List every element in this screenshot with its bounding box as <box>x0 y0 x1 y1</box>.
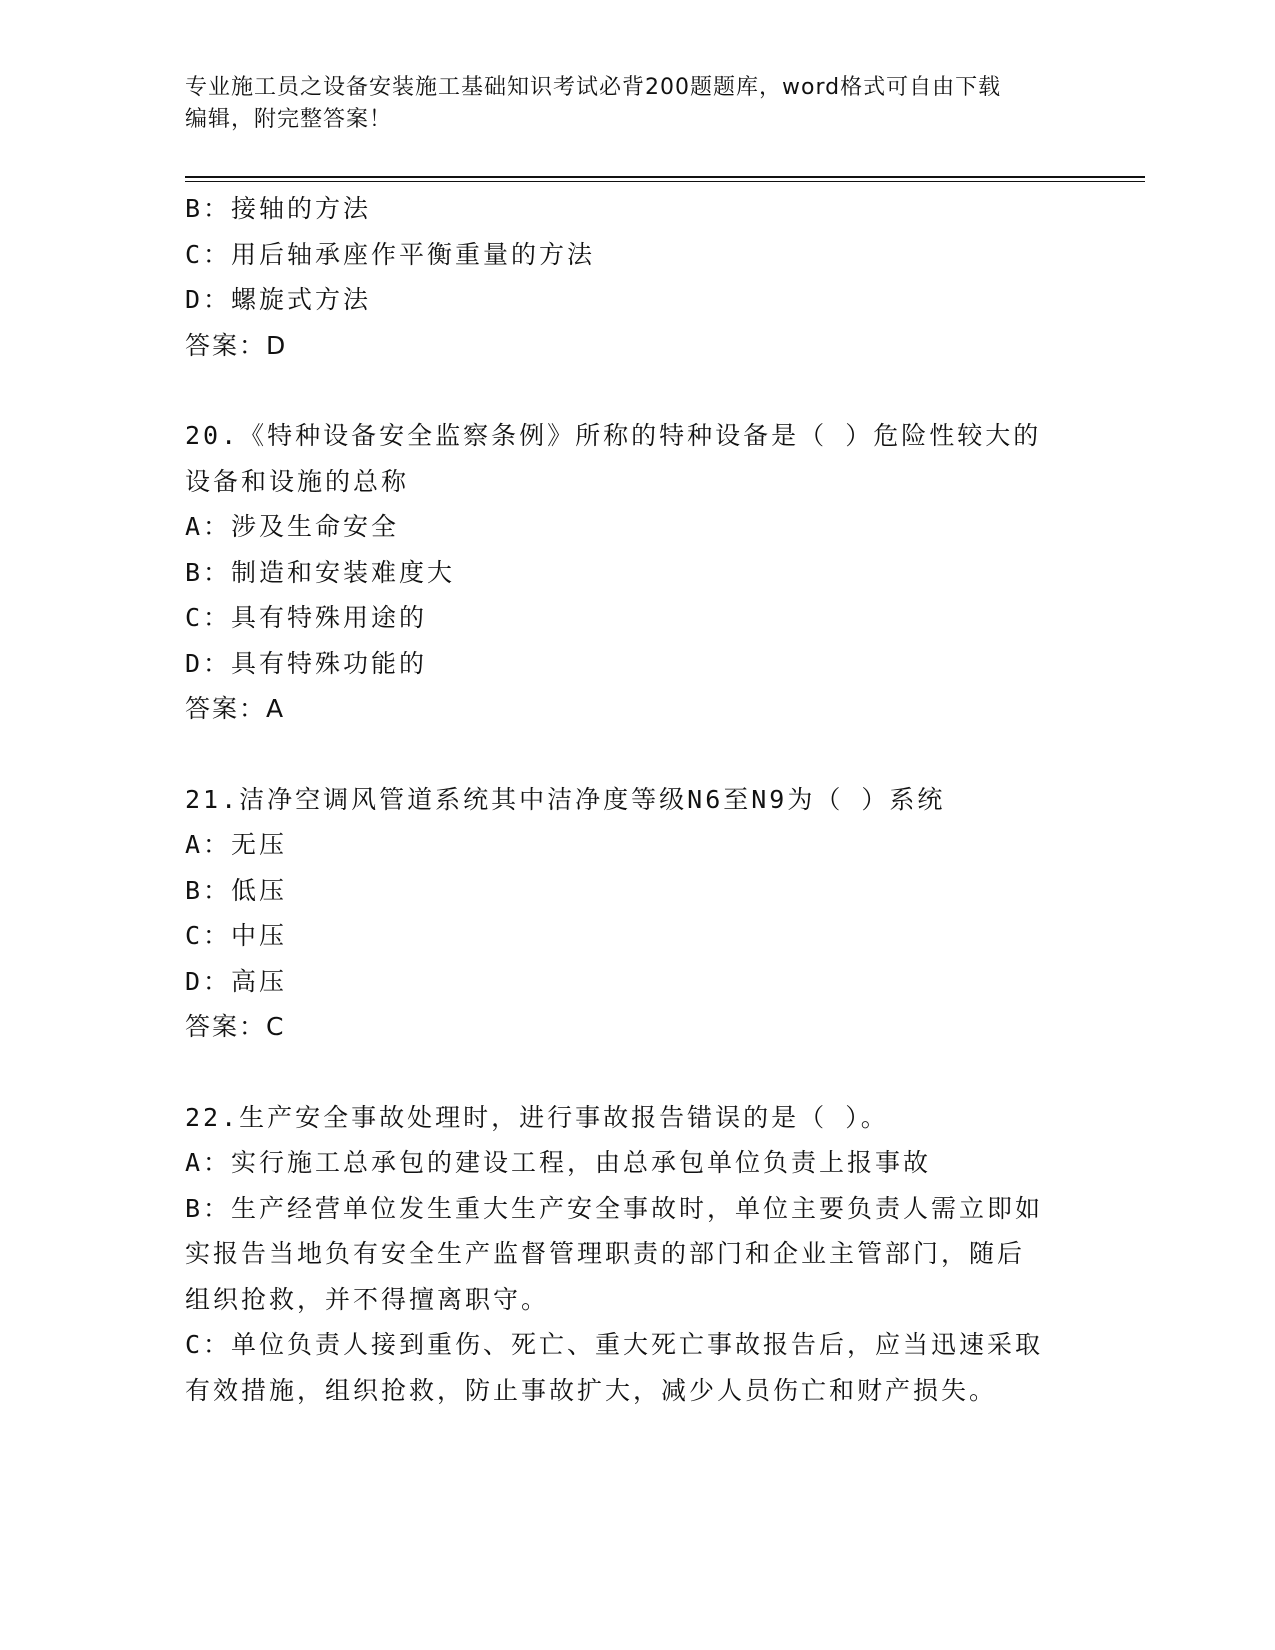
question-stem: 20.《特种设备安全监察条例》所称的特种设备是（ ）危险性较大的 <box>185 421 1042 450</box>
option-c: C：具有特殊用途的 <box>185 603 428 632</box>
question-20 <box>185 413 1085 732</box>
question-22 <box>185 1095 1085 1414</box>
answer: 答案：A <box>185 694 286 723</box>
option-c-continued: 有效措施，组织抢救，防止事故扩大，减少人员伤亡和财产损失。 <box>185 1375 998 1405</box>
question-list <box>185 186 1085 1413</box>
spacer <box>185 1050 1085 1095</box>
option-a: A：实行施工总承包的建设工程，由总承包单位负责上报事故 <box>185 1148 932 1177</box>
option-b: B：接轴的方法 <box>185 194 372 223</box>
answer: 答案：D <box>185 330 288 360</box>
option-d: D：具有特殊功能的 <box>185 648 428 678</box>
question-stem: 21.洁净空调风管道系统其中洁净度等级N6至N9为（ ）系统 <box>185 784 946 814</box>
spacer <box>185 732 1085 777</box>
option-c: C：中压 <box>185 921 288 950</box>
question-19-continued <box>185 186 1085 368</box>
question-21 <box>185 777 1085 1050</box>
option-b: B：生产经营单位发生重大生产安全事故时，单位主要负责人需立即如 <box>185 1193 1044 1223</box>
question-stem: 22.生产安全事故处理时，进行事故报告错误的是（ ）。 <box>185 1102 889 1132</box>
option-a: A：无压 <box>185 830 288 859</box>
option-b-continued: 实报告当地负有安全生产监督管理职责的部门和企业主管部门，随后 <box>185 1239 1026 1268</box>
header-rule-thin <box>185 181 1145 182</box>
header-rule-thick <box>185 176 1145 178</box>
question-stem-continued: 设备和设施的总称 <box>185 466 410 496</box>
option-b-continued: 组织抢救，并不得擅离职守。 <box>185 1284 550 1314</box>
header-title-line-1: 专业施工员之设备安装施工基础知识考试必背200题题库，word格式可自由下载 <box>185 75 1002 100</box>
option-c: C：用后轴承座作平衡重量的方法 <box>185 239 596 269</box>
spacer <box>185 368 1085 413</box>
header-title-line-2: 编辑，附完整答案！ <box>185 107 393 132</box>
option-a: A：涉及生命安全 <box>185 512 400 541</box>
option-b: B：制造和安装难度大 <box>185 557 456 587</box>
option-d: D：高压 <box>185 966 288 996</box>
answer: 答案：C <box>185 1012 286 1041</box>
document-header <box>185 72 1065 136</box>
option-c: C：单位负责人接到重伤、死亡、重大死亡事故报告后，应当迅速采取 <box>185 1330 1044 1359</box>
option-b: B：低压 <box>185 875 288 905</box>
option-d: D：螺旋式方法 <box>185 285 372 314</box>
